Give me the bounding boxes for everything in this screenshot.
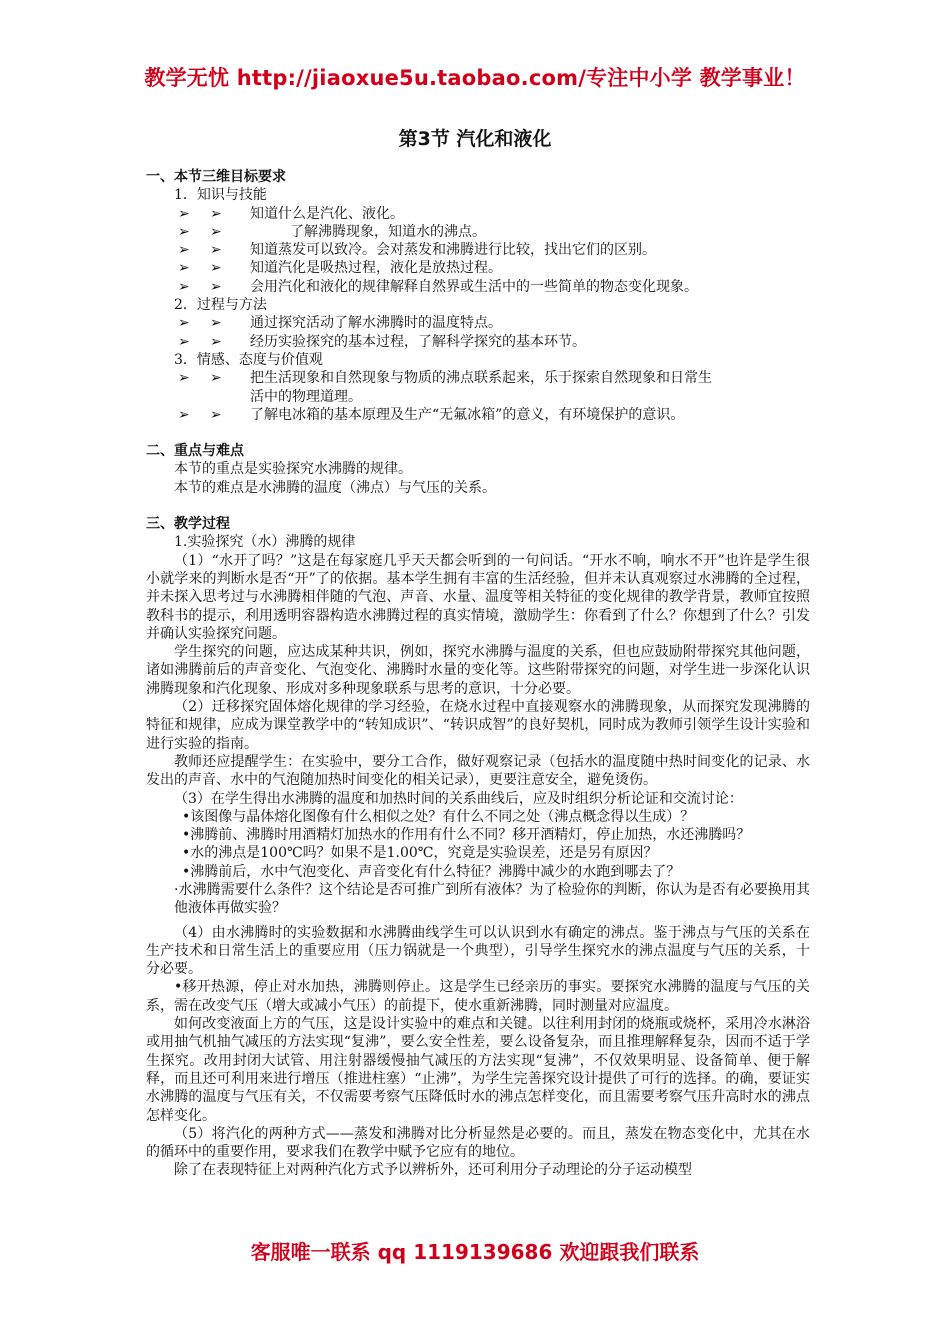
difficult-point: 本节的难点是水沸腾的温度（沸点）与气压的关系。 bbox=[174, 479, 496, 496]
bullet-arrow-icon: ➢ bbox=[210, 242, 222, 259]
paragraph: （3）在学生得出水沸腾的温度和加热时间的关系曲线后，应及时组织分析论证和交流讨论： bbox=[174, 790, 743, 807]
page-header: 教学无忧 http://jiaoxue5u.taobao.com/专注中小学 教学事业！ bbox=[144, 66, 806, 90]
subheading-knowledge: 1．知识与技能 bbox=[174, 187, 267, 204]
bullet-item: ➢ ➢ 把生活现象和自然现象与物质的沸点联系起来，乐于探索自然现象和日常生 bbox=[178, 370, 712, 387]
section-1-heading: 一、本节三维目标要求 bbox=[146, 169, 286, 185]
subheading-experiment: 1.实验探究（水）沸腾的规律 bbox=[174, 534, 356, 551]
subheading-process: 2．过程与方法 bbox=[174, 297, 267, 314]
bullet-arrow-icon: ➢ bbox=[210, 315, 222, 332]
question-item: •沸腾前、沸腾时用酒精灯加热水的作用有什么不同？移开酒精灯，停止加热，水还沸腾吗？ bbox=[182, 827, 751, 844]
bullet-arrow-icon: ➢ bbox=[178, 278, 190, 295]
bullet-arrow-icon: ➢ bbox=[178, 333, 190, 350]
bullet-arrow-icon: ➢ bbox=[210, 260, 222, 277]
question-item: •水的沸点是100℃吗？如果不是1.00℃，究竟是实验误差，还是另有原因？ bbox=[182, 845, 658, 862]
paragraph: 学生探究的问题，应达成某种共识，例如，探究水沸腾与温度的关系，但也应鼓励附带探究其他问题，诸如沸腾前后的声音变化、气泡变化、沸腾时水量的变化等。这些附带探究的问题，对学生进一步深化认识沸腾现象和汽化现象、形成对多种现象联系与思考的意识，十分必要。 bbox=[146, 644, 810, 697]
page-title: 第3节 汽化和液化 bbox=[398, 128, 552, 150]
question-item: •沸腾前后，水中气泡变化、声音变化有什么特征？沸腾中减少的水跑到哪去了？ bbox=[182, 863, 681, 880]
paragraph: •移开热源，停止对水加热，沸腾则停止。这是学生已经亲历的事实。要探究水沸腾的温度与气压的关系，需在改变气压（增大或减小气压）的前提下，使水重新沸腾，同时测量对应温度。 bbox=[146, 979, 810, 1014]
document-body bbox=[146, 168, 810, 1180]
bullet-item: ➢ ➢ 经历实验探究的基本过程，了解科学探究的基本环节。 bbox=[178, 333, 586, 350]
bullet-arrow-icon: ➢ bbox=[210, 370, 222, 387]
bullet-item: ➢ ➢ 知道什么是汽化、液化。 bbox=[178, 205, 404, 222]
key-point: 本节的重点是实验探究水沸腾的规律。 bbox=[174, 461, 412, 478]
bullet-arrow-icon: ➢ bbox=[178, 242, 190, 259]
bullet-arrow-icon: ➢ bbox=[210, 406, 222, 423]
bullet-item: ➢ ➢ 知道汽化是吸热过程，液化是放热过程。 bbox=[178, 260, 502, 277]
paragraph: （4）由水沸腾时的实验数据和水沸腾曲线学生可以认识到水有确定的沸点。鉴于沸点与气压的关系在生产技术和日常生活上的重要应用（压力锅就是一个典型），引导学生探究水的沸点温度与气压的关系，十分必要。 bbox=[146, 924, 810, 978]
paragraph: （2）迁移探究固体熔化规律的学习经验，在烧水过程中直接观察水的沸腾现象，从而探究发现沸腾的特征和规律，应成为课堂教学中的“转知成识”、“转识成智”的良好契机，同时成为教师引领学生设计实验和进行实验的指南。 bbox=[146, 699, 810, 752]
bullet-arrow-icon: ➢ bbox=[178, 260, 190, 277]
bullet-item-continuation: 活中的物理道理。 bbox=[250, 388, 362, 405]
bullet-arrow-icon: ➢ bbox=[178, 370, 190, 387]
paragraph: （5）将汽化的两种方式——蒸发和沸腾对比分析显然是必要的。而且，蒸发在物态变化中，尤其在水的循环中的重要作用，要求我们在教学中赋予它应有的地位。 bbox=[146, 1125, 810, 1161]
bullet-item: ➢ ➢ 知道蒸发可以致冷。会对蒸发和沸腾进行比较，找出它们的区别。 bbox=[178, 242, 656, 259]
bullet-item: ➢ ➢ 了解电冰箱的基本原理及生产“无氟冰箱”的意义，有环境保护的意识。 bbox=[178, 406, 685, 423]
bullet-arrow-icon: ➢ bbox=[178, 205, 190, 222]
bullet-item: ➢ ➢ 会用汽化和液化的规律解释自然界或生活中的一些简单的物态变化现象。 bbox=[178, 278, 698, 295]
subheading-attitude: 3．情感、态度与价值观 bbox=[174, 351, 323, 368]
paragraph: （1）“水开了吗？”这是在每家庭几乎天天都会听到的一句问话。“开水不响，响水不开”也许是学生很小就学来的判断水是否“开”了的依据。基本学生拥有丰富的生活经验，但并未认真观察过水沸腾的全过程，并未探入思考过与水沸腾相伴随的气泡、声音、水量、温度等相关特征的变化规律的教学背景，教师宜按照教科书的提示，利用透明容器构造水沸腾过程的真实情境，激励学生：你看到了什么？你想到了什么？引发并确认实验探究问题。 bbox=[146, 552, 810, 642]
paragraph: 教师还应提醒学生：在实验中，要分工合作，做好观察记录（包括水的温度随中热时间变化的记录、水发出的声音、水中的气泡随加热时间变化的相关记录），更要注意安全，避免烫伤。 bbox=[146, 753, 810, 789]
bullet-arrow-icon: ➢ bbox=[210, 278, 222, 295]
section-3-heading: 三、教学过程 bbox=[146, 516, 230, 533]
bullet-arrow-icon: ➢ bbox=[178, 315, 190, 332]
bullet-arrow-icon: ➢ bbox=[210, 205, 222, 222]
section-2-heading: 二、重点与难点 bbox=[146, 443, 244, 460]
bullet-arrow-icon: ➢ bbox=[178, 406, 190, 423]
question-item: ·水沸腾需要什么条件？这个结论是否可推广到所有液体？为了检验你的判断，你认为是否有必要换用其他液体再做实验？ bbox=[174, 881, 810, 917]
paragraph: 除了在表现特征上对两种汽化方式予以辨析外，还可利用分子动理论的分子运动模型 bbox=[174, 1162, 692, 1179]
paragraph: 如何改变液面上方的气压，这是设计实验中的难点和关键。以往利用封闭的烧瓶或烧杯，采用冷水淋浴或用抽气机抽气减压的方法实现“复沸”，要么安全性差，要么设备复杂，而且推理解释复杂，因而不适于学生探究。改用封闭大试管、用注射器缓慢抽气减压的方法实现“复沸”，不仅效果明显、设备简单、便于解释，而且还可利用来进行增压（推进柱塞）“止沸”，为学生完善探究设计提供了可行的选择。的确，要证实水沸腾的温度与气压有关，不仅需要考察气压降低时水的沸点怎样变化，而且需要考察气压升高时水的沸点怎样变化。 bbox=[146, 1016, 810, 1124]
bullet-arrow-icon: ➢ bbox=[178, 223, 190, 240]
page-footer: 客服唯一联系 qq 1119139686 欢迎跟我们联系 bbox=[250, 1240, 700, 1264]
bullet-item: ➢ ➢ 通过探究活动了解水沸腾时的温度特点。 bbox=[178, 315, 502, 332]
question-item: •该图像与晶体熔化图像有什么相似之处？有什么不同之处（沸点概念得以生成）？ bbox=[182, 808, 695, 825]
bullet-arrow-icon: ➢ bbox=[210, 333, 222, 350]
bullet-arrow-icon: ➢ bbox=[210, 223, 222, 240]
bullet-item: ➢ ➢ 了解沸腾现象，知道水的沸点。 bbox=[178, 223, 486, 240]
